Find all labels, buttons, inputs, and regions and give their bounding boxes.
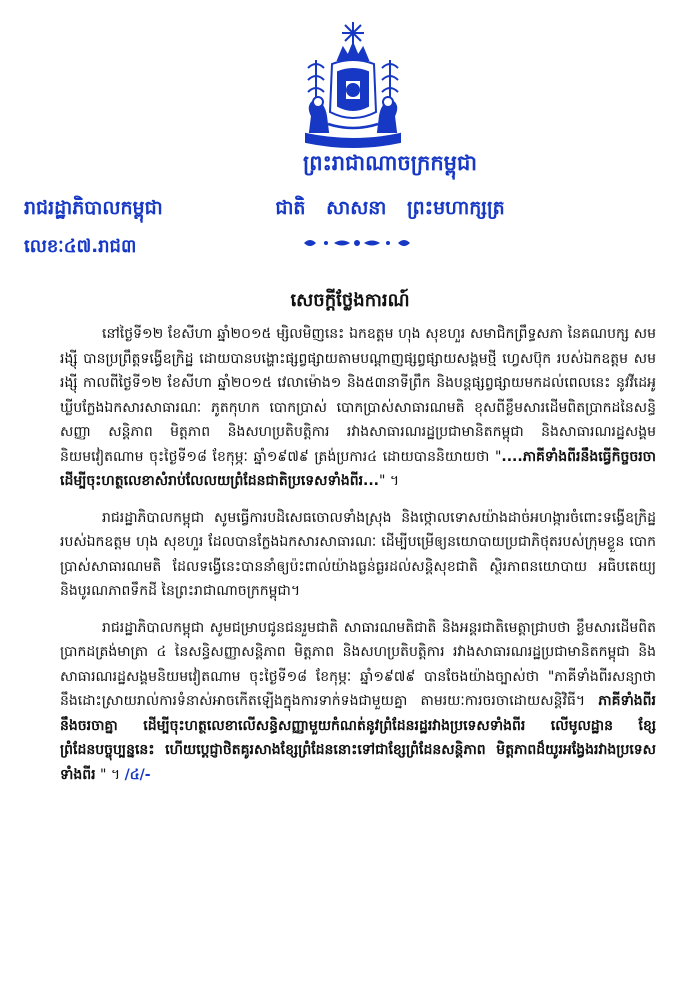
ornament-divider-icon [302, 236, 412, 250]
document-title: សេចក្តីថ្លែងការណ៍ [290, 290, 410, 311]
reference-number: លេខៈ៤៧.រាជ៣ [24, 236, 137, 257]
ministry-name: រាជរដ្ឋាភិបាលកម្ពុជា [24, 197, 163, 219]
paragraph-3-end: " ។ [95, 766, 121, 783]
national-motto: ជាតិ សាសនា ព្រះមហាក្សត្រ [275, 197, 505, 219]
paragraph-2-text: រាជរដ្ឋាភិបាលកម្ពុជា សូមធ្វើការបដិសេធចោលទាំងស្រុង និងថ្កោលទោសយ៉ាងដាច់អហង្ការចំពោះទង្វើឧក្រិដ្ឋរបស់ឯកឧត្តម ហុង សុខហួរ ដែលបានក្លែងឯកសារសាធារណៈ ដើម្បីបម្រើឲ្យនយោបាយប្រជាភិថុតរបស់ក្រុមខ្លួន បោកប្រាស់សាធារណមតិ ដែលទង្វើនេះបាននាំឲ្យប៉ះពាល់យ៉ាងធ្ងន់ធ្ងរដល់សន្តិសុខជាតិ ស្ថិរភាពនយោបាយ អធិបតេយ្យ និងបូរណភាពទឹកដី នៃព្រះរាជាណាចក្រកម្ពុជា។ [60, 509, 656, 599]
document-body [60, 322, 656, 799]
page-mark: /៤/- [124, 766, 151, 783]
paragraph-1-text: នៅថ្ងៃទី១២ ខែសីហា ឆ្នាំ២០១៥ ម្សិលមិញនេះ ឯកឧត្តម ហុង សុខហួរ សមាជិកព្រឹទ្ធសភា នៃគណបក្ស សម រង្ស៊ី បានប្រព្រឹត្តទង្វើឧក្រិដ្ឋ ដោយបានបង្ហោះផ្សព្វផ្សាយតាមបណ្តាញផ្សព្វផ្សាយសង្គមថ្មី ហ្វេសប៊ុក របស់ឯកឧត្តម សម រង្ស៊ី កាលពីថ្ងៃទី១២ ខែសីហា ឆ្នាំ២០១៥ វេលាម៉ោង១ និង៥៣នាទីព្រឹក និងបន្តផ្សព្វផ្សាយមកដល់ពេលនេះ នូវវីដេអូឃ្លីបក្លែងឯកសារសាធារណៈ ភូតកុហក បោកប្រាស់ បោកប្រាស់សាធារណមតិ ខុសពីខ្លឹមសារដើមពិតប្រាកដនៃសន្ធិសញ្ញា សន្តិភាព មិត្តភាព និងសហប្រតិបត្តិការ រវាងសាធារណរដ្ឋប្រជាមានិតកម្ពុជា និងសាធារណរដ្ឋសង្គមនិយមវៀតណាម ចុះថ្ងៃទី១៨ ខែកុម្ភៈ ឆ្នាំ១៩៧៩ ត្រង់ប្រការ៤ ដោយបាននិយាយថា " [60, 326, 656, 465]
paragraph-3-quote: ភាគីទាំងពីរនឹងចរចាគ្នា ដើម្បីចុះហត្ថលេខាលើសន្ធិសញ្ញាមួយកំណត់នូវព្រំដែនរដ្ឋរវាងប្រទេសទាំងពីរ លើមូលដ្ឋាន ខ្សែព្រំដែនបច្ចុប្បន្ននេះ ហើយប្តេជ្ញាថិតគូរសាងខ្សែព្រំដែននោះទៅជាខ្សែព្រំដែនសន្តិភាព មិត្តភាពដ៏យូរអង្វែងរវាងប្រទេសទាំងពីរ [60, 693, 656, 783]
paragraph-1 [60, 322, 656, 494]
paragraph-2 [60, 506, 656, 604]
royal-coat-of-arms-icon [298, 20, 408, 152]
paragraph-1-end: " ។ [379, 473, 400, 489]
paragraph-3 [60, 616, 656, 788]
kingdom-title: ព្រះរាជាណាចក្រកម្ពុជា [302, 151, 477, 175]
paragraph-1-quote: ....ភាគីទាំងពីរនឹងធ្វើកិច្ចចរចា ដើម្បីចុះហត្ថលេខាសំរាប់លែលយព្រំដែនជាតិប្រទេសទាំងពីរ... [60, 448, 656, 489]
paragraph-3-text: រាជរដ្ឋាភិបាលកម្ពុជា សូមជម្រាបជូនជនរួមជាតិ សាធារណមតិជាតិ និងអន្តរជាតិមេត្តាជ្រាបថា ខ្លឹមសារដើមពិតប្រាកដត្រង់មាត្រា ៤ នៃសន្ធិសញ្ញាសន្តិភាព មិត្តភាព និងសហប្រតិបត្តិការ រវាងសាធារណរដ្ឋប្រជាមានិតកម្ពុជា និងសាធារណរដ្ឋសង្គមនិយមវៀតណាម ចុះថ្ងៃទី១៨ ខែកុម្ភៈ ឆ្នាំ១៩៧៩ បានចែងយ៉ាងច្បាស់ថា "ភាគីទាំងពីរសន្យាថា នឹងដោះស្រាយរាល់ការទំនាស់អាចកើតឡើងក្នុងការទាក់ទងជាមួយគ្នា តាមរយៈការចរចាដោយសន្តិវិធី។ [60, 619, 656, 709]
